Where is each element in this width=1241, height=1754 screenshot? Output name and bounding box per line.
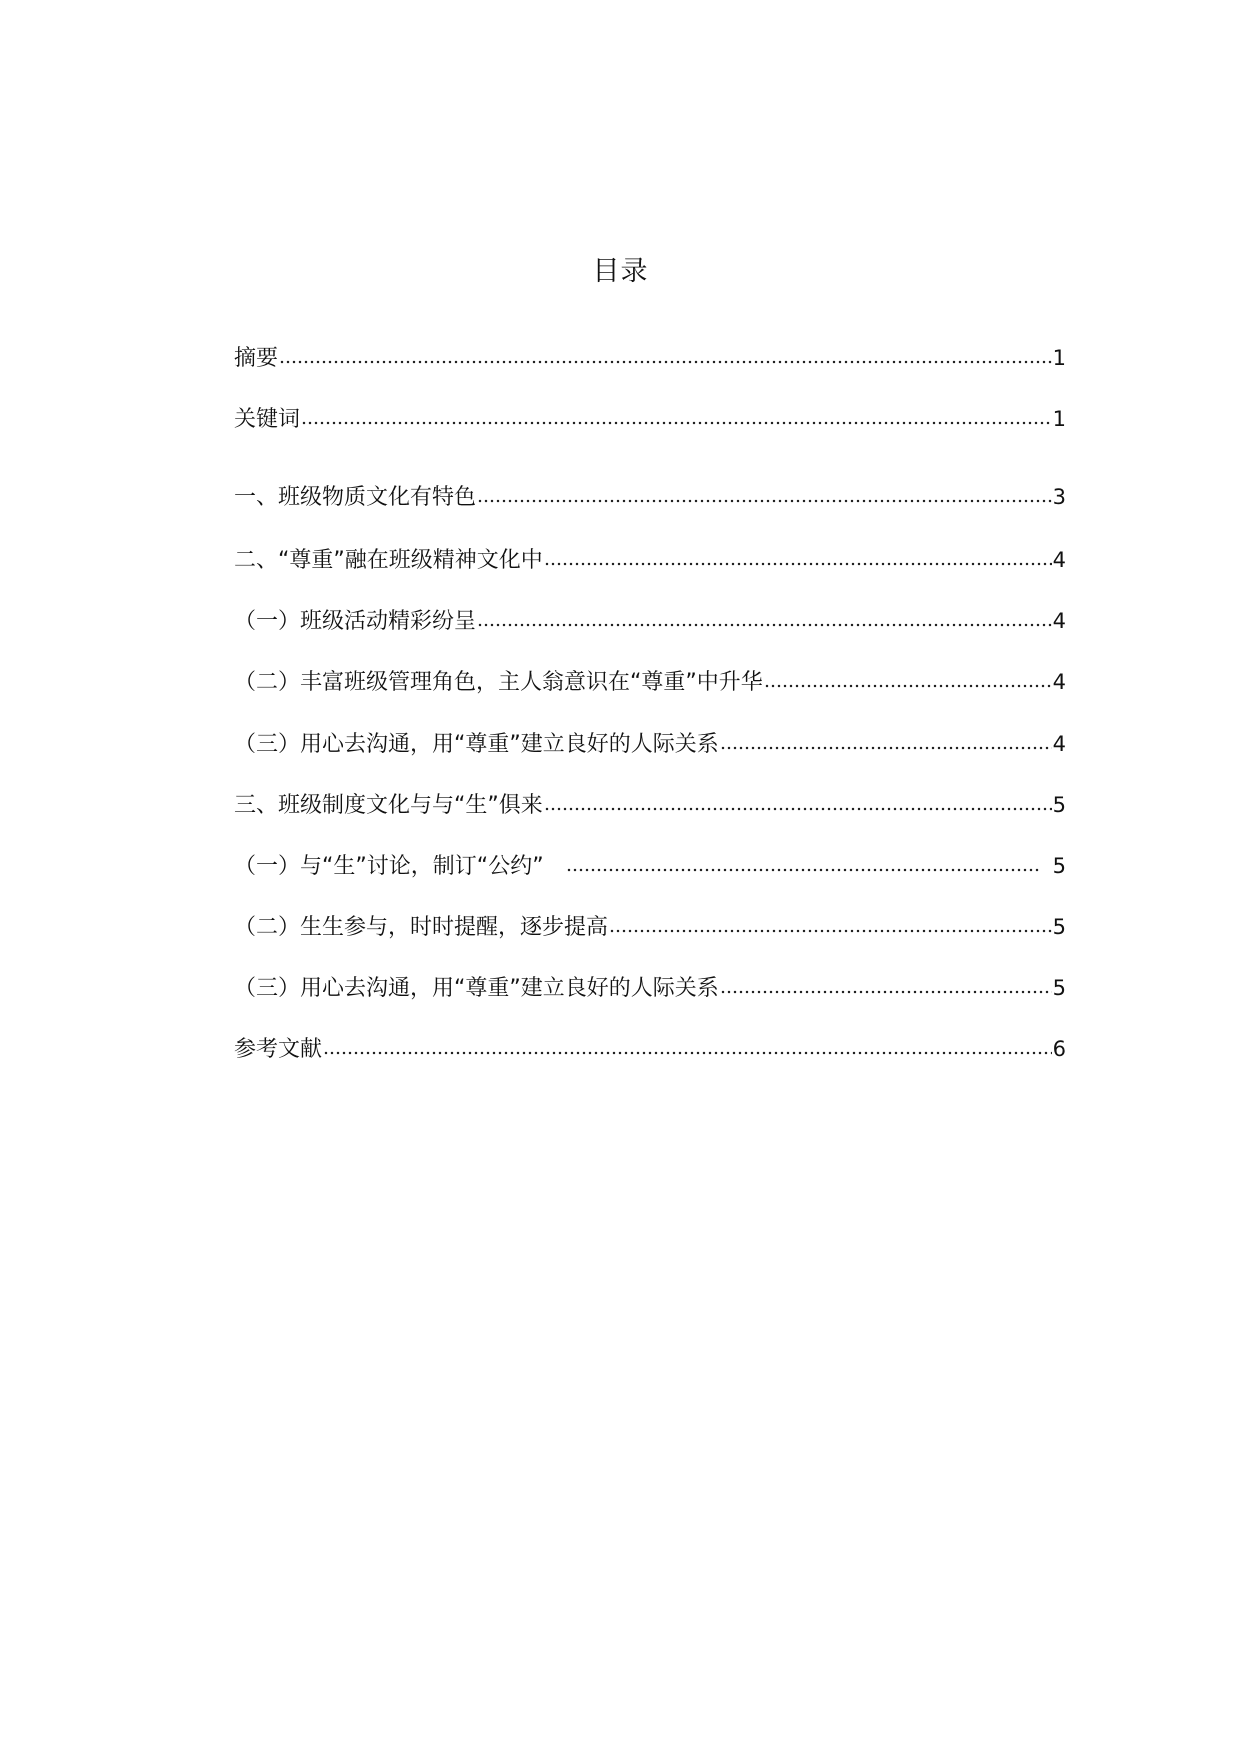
toc-entry-text: （二）生生参与，时时提醒，逐步提高 [234,915,609,940]
toc-dot-leader [544,537,1052,567]
toc-entry-section-2-3[interactable] [234,721,1066,757]
toc-dot-leader [720,721,1052,751]
toc-dot-leader [544,782,1052,812]
toc-entry-text: （三）用心去沟通，用“尊重”建立良好的人际关系 [234,976,719,1001]
toc-entry-references[interactable] [234,1026,1066,1062]
toc-dot-leader [323,1026,1052,1056]
toc-page-number: 1 [1052,407,1066,431]
toc-page-number: 5 [1052,976,1066,1000]
toc-entry-section-2-2[interactable] [234,659,1066,695]
toc-dot-leader [279,335,1052,365]
toc-dot-leader [764,659,1052,689]
toc-page-number: 3 [1052,485,1066,509]
toc-entry-section-2-1[interactable] [234,598,1066,634]
toc-entry-section-2[interactable] [234,537,1066,573]
toc-entry-text: （一）与“生”讨论，制订“公约” [234,854,544,879]
toc-page-number: 4 [1052,732,1066,756]
toc-entry-text: （三）用心去沟通，用“尊重”建立良好的人际关系 [234,732,719,757]
toc-entry-section-1[interactable] [234,474,1066,510]
toc-page-number: 4 [1052,609,1066,633]
toc-dot-leader [477,598,1052,628]
toc-dot-leader [566,843,1041,873]
table-of-contents [234,0,1066,1100]
toc-dot-leader [477,474,1052,504]
toc-entry-keywords[interactable] [234,396,1066,432]
toc-entry-section-3-1[interactable] [234,843,1066,879]
toc-page-number: 5 [1052,915,1066,939]
toc-entry-text: 关键词 [234,407,301,432]
toc-title: 目录 [592,256,649,287]
toc-page-number: 4 [1052,548,1066,572]
toc-entry-section-3-2[interactable] [234,904,1066,940]
toc-page-number: 5 [1052,793,1066,817]
toc-entry-text: 摘要 [234,346,279,371]
toc-entry-section-3[interactable] [234,782,1066,818]
toc-entry-text: 三、班级制度文化与与“生”俱来 [234,793,543,818]
toc-entry-section-3-3[interactable] [234,965,1066,1001]
toc-page-number: 5 [1052,854,1066,878]
toc-entry-text: （二）丰富班级管理角色，主人翁意识在“尊重”中升华 [234,670,763,695]
toc-entry-text: 二、“尊重”融在班级精神文化中 [234,548,543,573]
toc-page-number: 1 [1052,346,1066,370]
toc-dot-leader [301,396,1052,426]
toc-page-number: 6 [1052,1037,1066,1061]
toc-page-number: 4 [1052,670,1066,694]
toc-entry-text: 参考文献 [234,1037,323,1062]
toc-dot-leader [720,965,1052,995]
toc-entry-text: （一）班级活动精彩纷呈 [234,609,477,634]
toc-entry-text: 一、班级物质文化有特色 [234,485,477,510]
toc-entry-abstract[interactable] [234,335,1066,371]
toc-dot-leader [609,904,1052,934]
